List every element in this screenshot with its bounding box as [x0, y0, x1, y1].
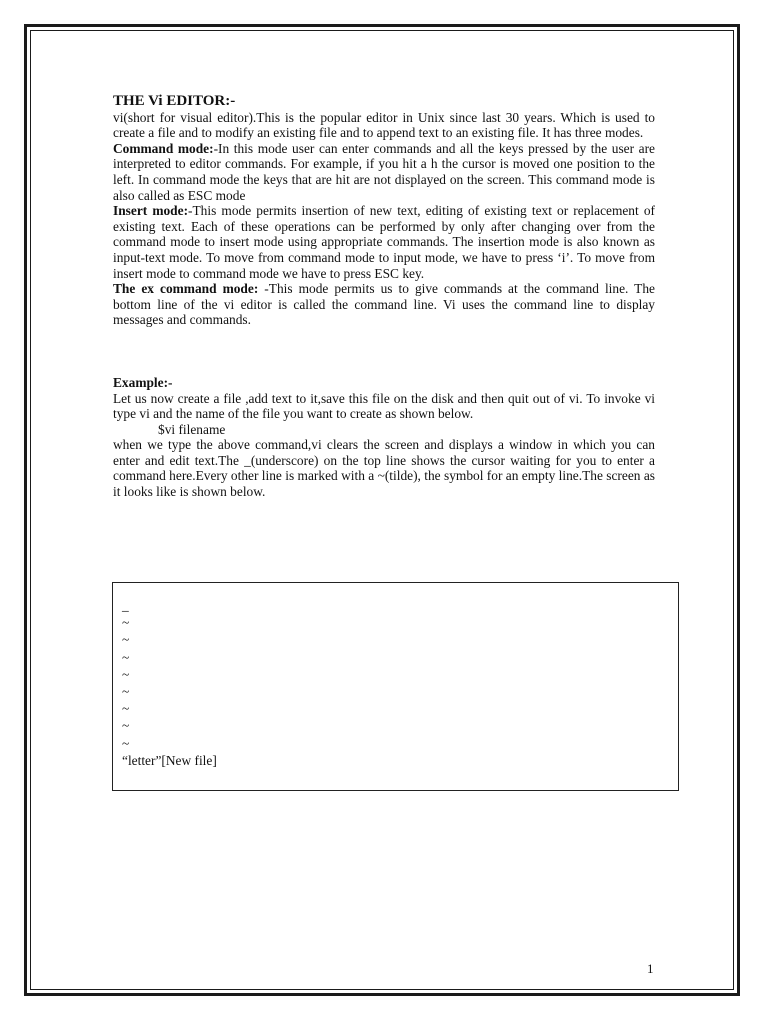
mode-paragraph-insert [113, 203, 655, 281]
document-body [113, 94, 655, 500]
example-description: when we type the above command,vi clears the screen and displays a window in which you can enter and edit text.The _(underscore) on the top line shows the cursor waiting for you to enter a command here.Every other line is marked with a ~(tilde), the symbol for an empty line.The screen as it looks like is shown below. [113, 437, 655, 500]
mode-text: -This mode permits insertion of new text, editing of existing text or replacement of existing text. Each of these operations can be performed by only after changing over from the command mode to insert mode using appropriate commands. The insertion mode is also known as input-text mode. To move from command mode to input mode, we have to press ‘i’. To move from insert mode to command mode we have to press ESC key. [113, 203, 655, 281]
vi-screen-box [112, 582, 679, 791]
vi-screen-tilde-line: ~ [122, 666, 130, 682]
vi-screen-tilde-line: ~ [122, 718, 130, 734]
vi-screen-tilde-line: ~ [122, 615, 130, 631]
section-spacer [113, 328, 655, 375]
vi-screen-cursor-line: _ [122, 598, 129, 613]
mode-name: Insert mode: [113, 203, 189, 219]
vi-screen-tilde-line: ~ [122, 632, 130, 648]
mode-name: The ex command mode: [113, 281, 259, 297]
vi-screen-status-line: “letter”[New file] [122, 752, 217, 768]
mode-paragraph-command [113, 141, 655, 203]
intro-paragraph: vi(short for visual editor).This is the popular editor in Unix since last 30 years. Which is used to create a file and to modify an existing file and to append text to an existing file. It has three modes. [113, 109, 655, 141]
command-line-example: $vi filename [158, 421, 226, 437]
document-title: THE Vi EDITOR:- [113, 93, 236, 109]
mode-text: -This mode permits us to give commands at the command line. The bottom line of the vi editor is called the command line. Vi uses the command line to display messages and commands. [113, 281, 655, 328]
page-number: 1 [647, 961, 654, 976]
vi-screen-tilde-line: ~ [122, 649, 130, 665]
vi-screen-tilde-line: ~ [122, 735, 130, 751]
example-intro: Let us now create a file ,add text to it,save this file on the disk and then quit out of vi. To invoke vi type vi and the name of the file you want to create as shown below. [113, 390, 655, 422]
mode-paragraph-ex [113, 281, 655, 328]
mode-name: Command mode: [113, 140, 214, 156]
mode-text: -In this mode user can enter commands and all the keys pressed by the user are interpreted to editor commands. For example, if you hit a h the cursor is moved one position to the left. In command mode the keys that are hit are not displayed on the screen. This command mode is also called as ESC mode [113, 140, 656, 203]
vi-screen-tilde-line: ~ [122, 701, 130, 717]
example-heading: Example:- [113, 374, 173, 390]
vi-screen-tilde-line: ~ [122, 683, 130, 699]
